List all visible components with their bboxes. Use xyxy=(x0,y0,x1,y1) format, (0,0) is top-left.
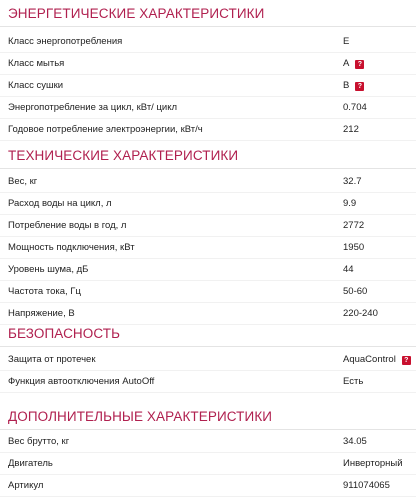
spec-value xyxy=(343,171,362,193)
spec-row xyxy=(0,371,416,393)
spec-label: Потребление воды в год, л xyxy=(8,220,127,231)
spec-row xyxy=(0,431,416,453)
spec-label: Вес брутто, кг xyxy=(8,436,70,447)
spec-value xyxy=(343,453,403,475)
section-title-0: ЭНЕРГЕТИЧЕСКИЕ ХАРАКТЕРИСТИКИ xyxy=(8,6,265,21)
spec-value-text: A xyxy=(343,58,350,69)
spec-value xyxy=(343,475,390,497)
spec-label: Двигатель xyxy=(8,458,53,469)
section-divider xyxy=(0,429,416,430)
spec-row xyxy=(0,171,416,193)
spec-value-text: B xyxy=(343,80,350,91)
spec-label: Годовое потребление электроэнергии, кВт/ч xyxy=(8,124,203,135)
spec-value xyxy=(343,215,364,237)
spec-value-text: AquaControl xyxy=(343,354,396,365)
section-divider xyxy=(0,346,416,347)
spec-row xyxy=(0,53,416,75)
spec-value-text: 34.05 xyxy=(343,436,367,447)
spec-value xyxy=(343,371,363,393)
spec-value xyxy=(343,259,354,281)
spec-row xyxy=(0,215,416,237)
spec-value-text: Есть xyxy=(343,376,364,387)
spec-row xyxy=(0,281,416,303)
spec-label: Артикул xyxy=(8,480,44,491)
spec-value-text: 32.7 xyxy=(343,176,362,187)
spec-value xyxy=(343,97,367,119)
spec-label: Мощность подключения, кВт xyxy=(8,242,135,253)
spec-value xyxy=(343,237,364,259)
spec-value-text: 9.9 xyxy=(343,198,357,209)
spec-label: Защита от протечек xyxy=(8,354,96,365)
spec-value xyxy=(343,119,359,141)
spec-value xyxy=(343,303,378,325)
spec-label: Класс мытья xyxy=(8,58,65,69)
row-divider xyxy=(0,324,416,325)
spec-row xyxy=(0,303,416,325)
spec-label: Частота тока, Гц xyxy=(8,286,81,297)
section-divider xyxy=(0,168,416,169)
help-icon[interactable]: ? xyxy=(355,60,364,69)
spec-value xyxy=(343,75,364,97)
spec-value-text: 911074065 xyxy=(343,480,390,491)
spec-label: Класс энергопотребления xyxy=(8,36,123,47)
spec-row xyxy=(0,259,416,281)
spec-value xyxy=(343,193,356,215)
spec-label: Уровень шума, дБ xyxy=(8,264,89,275)
section-divider xyxy=(0,26,416,27)
spec-row xyxy=(0,453,416,475)
spec-row xyxy=(0,349,416,371)
spec-value-text: 44 xyxy=(343,264,354,275)
spec-value-text: 220-240 xyxy=(343,308,378,319)
spec-row xyxy=(0,193,416,215)
spec-label: Вес, кг xyxy=(8,176,38,187)
spec-value xyxy=(343,53,364,75)
section-title-3: ДОПОЛНИТЕЛЬНЫЕ ХАРАКТЕРИСТИКИ xyxy=(8,409,273,424)
spec-value-text: 50-60 xyxy=(343,286,368,297)
spec-value-text: 0.704 xyxy=(343,102,367,113)
help-icon[interactable]: ? xyxy=(355,82,364,91)
spec-value xyxy=(343,349,411,371)
section-title-1: ТЕХНИЧЕСКИЕ ХАРАКТЕРИСТИКИ xyxy=(8,148,239,163)
spec-value-text: 212 xyxy=(343,124,359,135)
spec-value-text: Инверторный xyxy=(343,458,403,469)
section-title-2: БЕЗОПАСНОСТЬ xyxy=(8,326,121,341)
spec-value-text: 1950 xyxy=(343,242,365,253)
spec-value-text: 2772 xyxy=(343,220,365,231)
spec-label: Напряжение, В xyxy=(8,308,75,319)
spec-label: Расход воды на цикл, л xyxy=(8,198,112,209)
spec-label: Класс сушки xyxy=(8,80,64,91)
spec-row xyxy=(0,31,416,53)
spec-row xyxy=(0,75,416,97)
spec-value-text: E xyxy=(343,36,350,47)
help-icon[interactable]: ? xyxy=(402,356,411,365)
row-divider xyxy=(0,496,416,497)
spec-label: Функция автоотключения AutoOff xyxy=(8,376,155,387)
spec-value xyxy=(343,431,367,453)
spec-row xyxy=(0,97,416,119)
row-divider xyxy=(0,140,416,141)
spec-row xyxy=(0,475,416,497)
spec-row xyxy=(0,119,416,141)
row-divider xyxy=(0,392,416,393)
spec-label: Энергопотребление за цикл, кВт/ цикл xyxy=(8,102,178,113)
spec-value xyxy=(343,31,349,53)
spec-row xyxy=(0,237,416,259)
spec-value xyxy=(343,281,367,303)
